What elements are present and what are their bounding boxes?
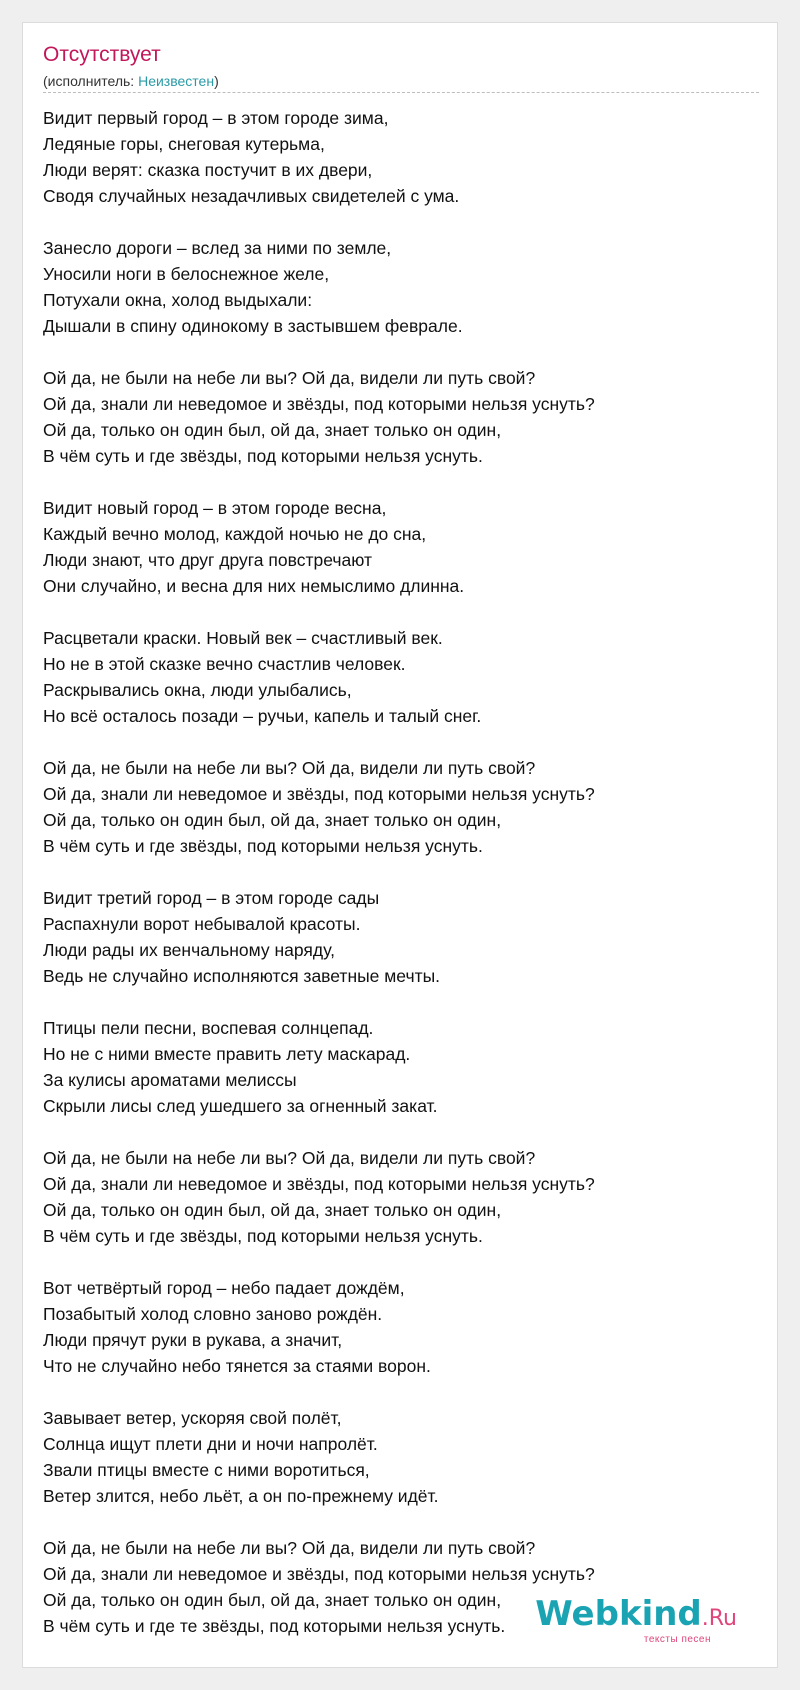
chorus [43,1145,763,1249]
lyric-line: Ой да, не были на небе ли вы? Ой да, видели ли путь свой? [43,1148,536,1168]
lyric-line: Вот четвёртый город – небо падает дождём, [43,1278,405,1298]
stanza [43,625,763,729]
lyric-line: Потухали окна, холод выдыхали: [43,290,313,310]
lyric-line: Люди верят: сказка постучит в их двери, [43,160,373,180]
chorus [43,755,763,859]
artist-prefix: (исполнитель: [43,73,139,89]
song-title: Отсутствует [43,43,161,66]
lyric-line: Звали птицы вместе с ними воротиться, [43,1460,370,1480]
lyrics-card [22,22,778,1668]
lyric-line: Расцветали краски. Новый век – счастливый век. [43,628,443,648]
lyric-line: Но не в этой сказке вечно счастлив человек. [43,654,406,674]
lyric-line: За кулисы ароматами мелиссы [43,1070,297,1090]
webkind-logo [535,1594,737,1645]
lyric-line: Ой да, только он один был, ой да, знает только он один, [43,1590,502,1610]
lyric-line: Сводя случайных незадачливых свидетелей с ума. [43,186,460,206]
lyric-line: Распахнули ворот небывалой красоты. [43,914,361,934]
lyric-line: Видит новый город – в этом городе весна, [43,498,387,518]
lyrics-text [43,105,763,1665]
lyric-line: Ледяные горы, снеговая кутерьма, [43,134,325,154]
lyric-line: Ой да, знали ли неведомое и звёзды, под которыми нельзя уснуть? [43,394,595,414]
lyric-line: Они случайно, и весна для них немыслимо длинна. [43,576,465,596]
stanza [43,495,763,599]
lyric-line: Занесло дороги – вслед за ними по земле, [43,238,392,258]
lyric-line: Ой да, знали ли неведомое и звёзды, под которыми нельзя уснуть? [43,1564,595,1584]
lyric-line: Завывает ветер, ускоряя свой полёт, [43,1408,342,1428]
logo-tld: .Ru [701,1606,737,1631]
lyric-line: Солнца ищут плети дни и ночи напролёт. [43,1434,378,1454]
lyric-line: Что не случайно небо тянется за стаями ворон. [43,1356,431,1376]
lyric-line: Ой да, знали ли неведомое и звёзды, под которыми нельзя уснуть? [43,784,595,804]
lyric-line: Видит первый город – в этом городе зима, [43,108,389,128]
lyric-line: Ведь не случайно исполняются заветные мечты. [43,966,441,986]
lyric-line: Ой да, знали ли неведомое и звёзды, под которыми нельзя уснуть? [43,1174,595,1194]
lyric-line: Раскрывались окна, люди улыбались, [43,680,352,700]
lyric-line: Ой да, только он один был, ой да, знает только он один, [43,420,502,440]
lyric-line: В чём суть и где звёзды, под которыми нельзя уснуть. [43,446,483,466]
logo-wordmark [535,1594,737,1636]
lyric-line: Ой да, только он один был, ой да, знает только он один, [43,810,502,830]
stanza [43,105,763,209]
lyric-line: В чём суть и где звёзды, под которыми нельзя уснуть. [43,1226,483,1246]
stanza [43,1405,763,1509]
lyric-line: Птицы пели песни, воспевая солнцепад. [43,1018,374,1038]
lyric-line: В чём суть и где звёзды, под которыми нельзя уснуть. [43,836,483,856]
artist-line [43,73,219,89]
chorus [43,365,763,469]
artist-link[interactable]: Неизвестен [138,73,215,89]
lyric-line: Видит третий город – в этом городе сады [43,888,380,908]
header-divider [43,92,759,93]
lyric-line: Люди рады их венчальному наряду, [43,940,335,960]
lyric-line: Люди знают, что друг друга повстречают [43,550,372,570]
logo-brand: Webkind [535,1594,702,1634]
lyric-line: Ой да, не были на небе ли вы? Ой да, видели ли путь свой? [43,1538,536,1558]
stanza [43,1275,763,1379]
lyric-line: Ой да, не были на небе ли вы? Ой да, видели ли путь свой? [43,368,536,388]
stanza [43,1015,763,1119]
stanza [43,235,763,339]
stanza [43,885,763,989]
lyric-line: В чём суть и где те звёзды, под которыми нельзя уснуть. [43,1616,506,1636]
lyric-line: Люди прячут руки в рукава, а значит, [43,1330,343,1350]
lyric-line: Ой да, только он один был, ой да, знает только он один, [43,1200,502,1220]
lyric-line: Скрыли лисы след ушедшего за огненный закат. [43,1096,438,1116]
lyric-line: Ветер злится, небо льёт, а он по-прежнему идёт. [43,1486,439,1506]
lyric-line: Каждый вечно молод, каждой ночью не до сна, [43,524,427,544]
artist-suffix: ) [214,73,219,89]
lyric-line: Но всё осталось позади – ручьи, капель и талый снег. [43,706,482,726]
lyric-line: Ой да, не были на небе ли вы? Ой да, видели ли путь свой? [43,758,536,778]
lyric-line: Дышали в спину одинокому в застывшем феврале. [43,316,463,336]
lyric-line: Позабытый холод словно заново рождён. [43,1304,383,1324]
lyric-line: Но не с ними вместе править лету маскарад. [43,1044,411,1064]
lyric-line: Уносили ноги в белоснежное желе, [43,264,330,284]
logo-tagline: тексты песен [643,1634,711,1645]
